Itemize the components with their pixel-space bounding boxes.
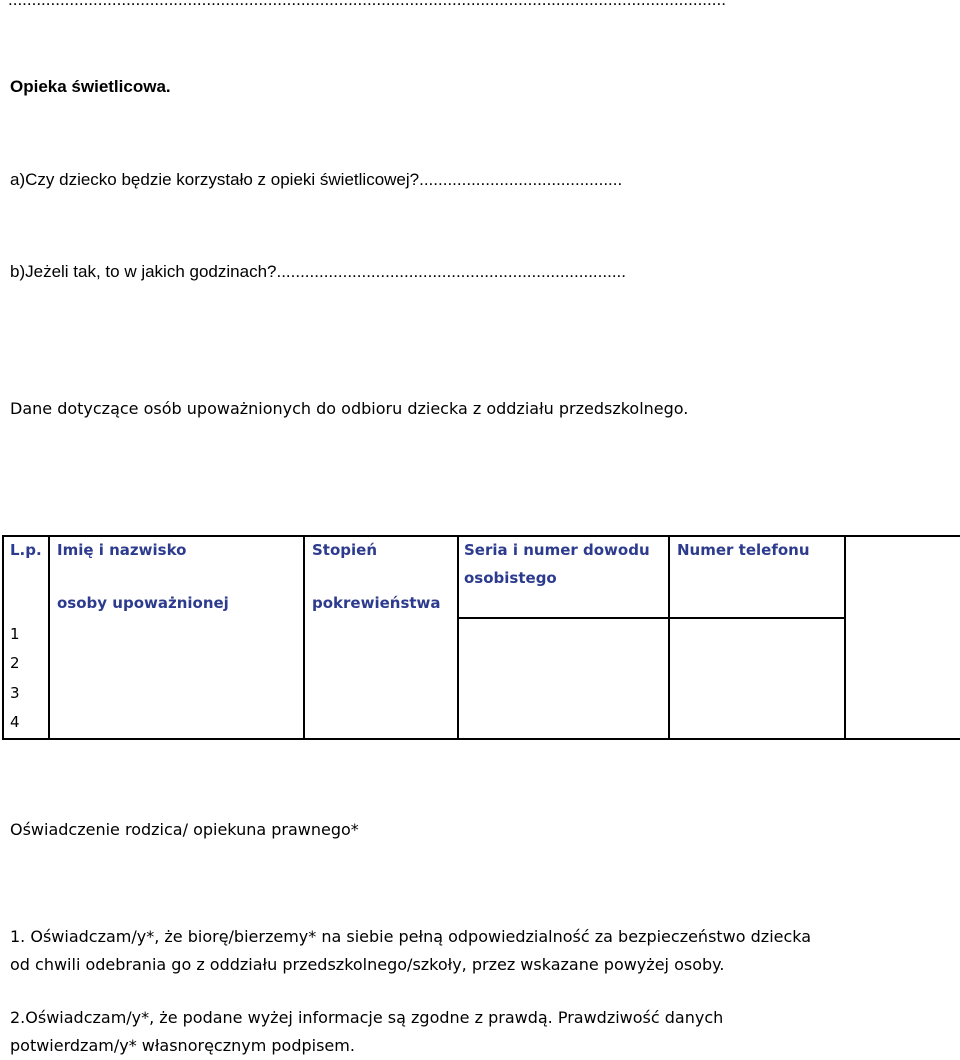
table-col-divider-3: [457, 535, 459, 740]
table-row-number: 4: [10, 713, 20, 731]
declaration-2-line-2: potwierdzam/y* własnoręcznym podpisem.: [10, 1036, 355, 1055]
table-bottom-border: [2, 738, 960, 740]
table-left-border: [2, 535, 4, 740]
top-dotted-line: [8, 0, 726, 10]
table-top-border: [2, 535, 960, 537]
authorized-persons-table: [0, 535, 960, 740]
declaration-title: Oświadczenie rodzica/ opiekuna prawnego*: [10, 820, 359, 839]
header-name-line2: osoby upoważnionej: [57, 594, 229, 612]
header-id-line2: osobistego: [464, 569, 557, 587]
table-col-divider-5: [844, 535, 846, 740]
declaration-2-line-1: 2.Oświadczam/y*, że podane wyżej informacje są zgodne z prawdą. Prawdziwość danych: [10, 1008, 724, 1027]
table-row-number: 1: [10, 625, 20, 643]
header-phone: Numer telefonu: [677, 541, 810, 559]
authorized-persons-heading: Dane dotyczące osób upoważnionych do odbioru dziecka z oddziału przedszkolnego.: [10, 399, 689, 418]
table-col-divider-2: [303, 535, 305, 740]
question-b: b)Jeżeli tak, to w jakich godzinach?..........................................................................: [10, 262, 626, 281]
section-title: Opieka świetlicowa.: [10, 77, 171, 96]
declaration-1-line-2: od chwili odebrania go z oddziału przedszkolnego/szkoły, przez wskazane powyżej osoby.: [10, 955, 725, 974]
table-row-number: 3: [10, 684, 20, 702]
table-col-divider-4: [668, 535, 670, 740]
header-name-line1: Imię i nazwisko: [57, 541, 187, 559]
header-relation-line1: Stopień: [312, 541, 378, 559]
table-header-divider: [457, 617, 846, 619]
table-row-number: 2: [10, 654, 20, 672]
question-a: a)Czy dziecko będzie korzystało z opieki świetlicowej?...........................................: [10, 170, 623, 189]
declaration-1-line-1: 1. Oświadczam/y*, że biorę/bierzemy* na siebie pełną odpowiedzialność za bezpieczeństwo dziecka: [10, 927, 812, 946]
header-relation-line2: pokrewieństwa: [312, 594, 441, 612]
header-id-line1: Seria i numer dowodu: [464, 541, 650, 559]
header-lp: L.p.: [10, 541, 42, 559]
table-col-divider-1: [48, 535, 50, 740]
